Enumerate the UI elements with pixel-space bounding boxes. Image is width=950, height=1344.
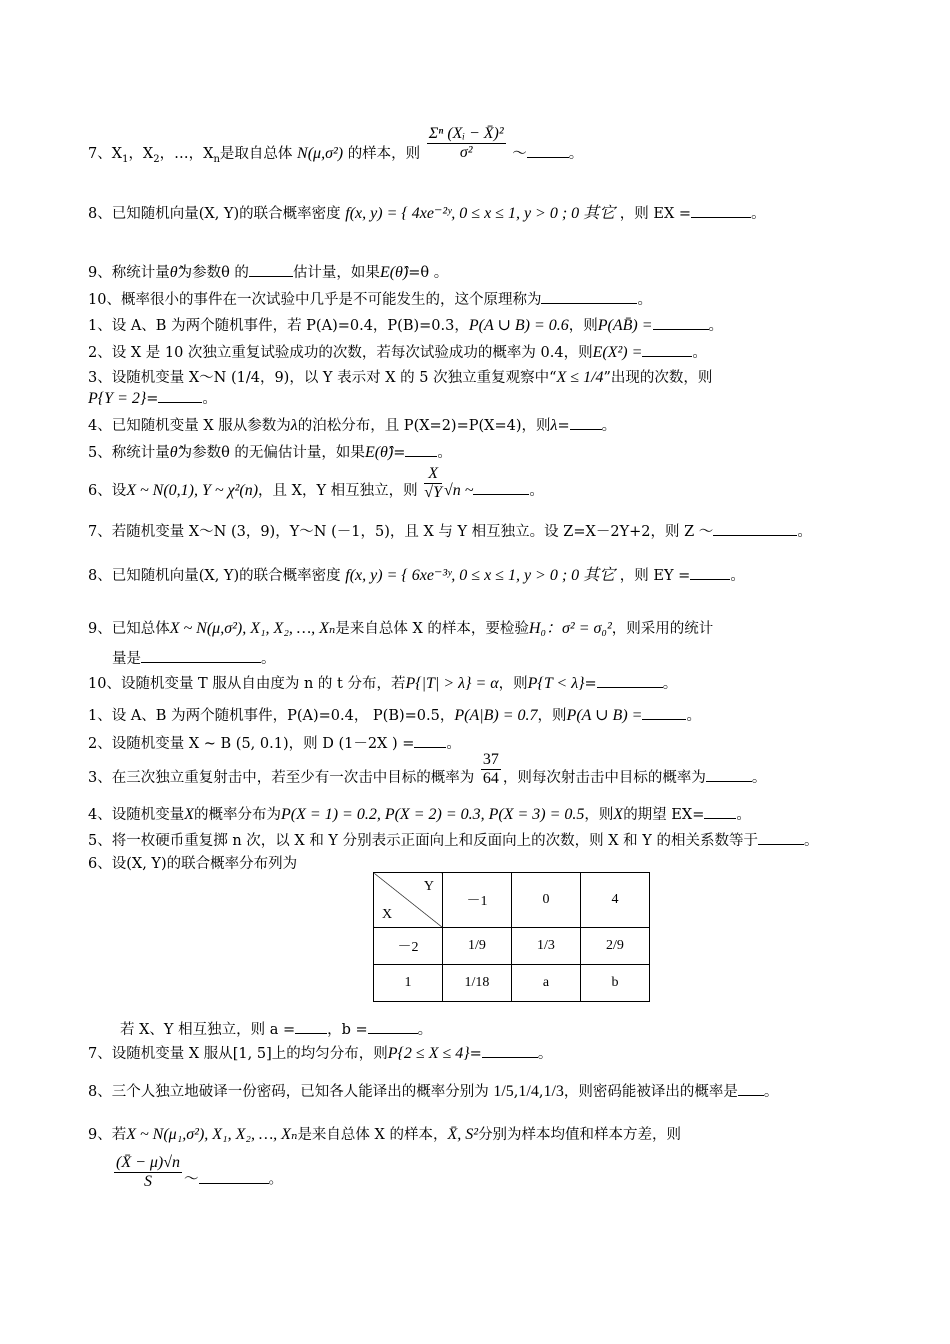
answer-blank[interactable] (199, 1169, 269, 1184)
question-9c: 9、若X ~ N(μ₁,σ²), X₁, X₂, …, Xₙ是来自总体 X 的样本，X̄, S²分别为样本均值和样本方差，则 (88, 1126, 682, 1143)
answer-blank[interactable] (706, 767, 752, 782)
answer-blank[interactable] (597, 673, 663, 688)
answer-blank[interactable] (642, 342, 692, 357)
question-2c: 2、设随机变量 X ~ B (5, 0.1)，则 D (1－2X ) = 。 (88, 733, 868, 754)
math-q7-total: N(μ,σ²) (297, 145, 344, 162)
table-header: 4 (581, 873, 650, 928)
table-cell: a (512, 965, 581, 1002)
question-5b: 5、称统计量θ̂为参数θ 的无偏估计量，如果E(θ̂)= 。 (88, 444, 452, 461)
table-cell: b (581, 965, 650, 1002)
table-header: 0 (512, 873, 581, 928)
math-density-4x: f(x, y) = { 4xe⁻²ʸ, 0 ≤ x ≤ 1, y > 0 ; 0 其它 (345, 205, 616, 222)
question-8b: 8、已知随机向量(X, Y)的联合概率密度 f(x, y) = { 6xe⁻³ʸ, 0 ≤ x ≤ 1, y > 0 ; 0 其它 ，则 EY = 。 (88, 567, 745, 584)
question-6c: 6、设(X, Y)的联合概率分布列为 (88, 856, 298, 872)
question-7a: 7、$X_1$，$X_2$，…，$X_n$是取自总体 N(μ,σ²) 的样本，则 $\frac{\text{Σⁿ (Xᵢ − X̄)²}}{\text{σ²}}$ ～ 。 (88, 124, 584, 165)
math-density-6x: f(x, y) = { 6xe⁻³ʸ, 0 ≤ x ≤ 1, y > 0 ; 0 其它 (345, 567, 616, 584)
question-6b: 6、设X ~ N(0,1), Y ~ χ²(n)，且 X，Y 相互独立，则 $\frac{X}{√Y}$ √n ~ 。 (88, 464, 544, 501)
question-10a: 10、概率很小的事件在一次试验中几乎是不可能发生的，这个原理称为 。 (88, 289, 868, 310)
question-6c-cont: 若 X、Y 相互独立，则 a = ，b = 。 (120, 1019, 900, 1040)
question-7c: 7、设随机变量 X 服从[1, 5]上的均匀分布，则P{2 ≤ X ≤ 4}= 。 (88, 1045, 553, 1062)
answer-blank[interactable] (642, 705, 686, 720)
row-label: －2 (374, 928, 443, 965)
question-3c: 3、在三次独立重复射击中，若至少有一次击中目标的概率为 $\frac{37}{64}$ ，则每次射击击中目标的概率为 。 (88, 750, 767, 787)
fraction-q7: $\frac{\text{Σⁿ (Xᵢ − X̄)²}}{\text{σ²}}$ (428, 124, 504, 161)
answer-blank[interactable] (690, 565, 730, 580)
joint-distribution-table (373, 872, 650, 1002)
answer-blank[interactable] (738, 1081, 764, 1096)
fraction-37-64: $\frac{37}{64}$ (482, 750, 499, 787)
answer-blank[interactable] (473, 480, 529, 495)
question-1c: 1、设 A、B 为两个随机事件，P(A)=0.4， P(B)=0.5，P(A|B) = 0.7，则P(A ∪ B) = 。 (88, 707, 701, 724)
question-5c: 5、将一枚硬币重复掷 n 次，以 X 和 Y 分别表示正面向上和反面向上的次数，则 X 和 Y 的相关系数等于 。 (88, 830, 868, 851)
answer-blank[interactable] (482, 1043, 538, 1058)
answer-blank[interactable] (249, 262, 293, 277)
answer-blank[interactable] (541, 289, 637, 304)
answer-blank[interactable] (414, 733, 446, 748)
question-9c-cont: $\frac{(X̄ - \mu)√n}{S}$ ～ 。 (116, 1154, 284, 1190)
answer-blank[interactable] (158, 388, 202, 403)
answer-blank-b[interactable] (368, 1019, 418, 1034)
answer-blank[interactable] (527, 143, 569, 158)
table-cell: 1/9 (443, 928, 512, 965)
answer-blank-a[interactable] (295, 1019, 327, 1034)
question-4c: 4、设随机变量X的概率分布为P(X = 1) = 0.2, P(X = 2) = 0.3, P(X = 3) = 0.5，则X的期望 EX= 。 (88, 806, 751, 823)
question-2b: 2、设 X 是 10 次独立重复试验成功的次数，若每次试验成功的概率为 0.4，则E(X²) = 。 (88, 344, 707, 361)
fraction-b6: $\frac{X}{√Y}$ (424, 464, 442, 501)
table-cell: 1/3 (512, 928, 581, 965)
answer-blank[interactable] (141, 648, 261, 663)
row-label: 1 (374, 965, 443, 1002)
answer-blank[interactable] (653, 315, 709, 330)
question-3b-cont: P{Y = 2}= 。 (88, 390, 217, 407)
answer-blank[interactable] (570, 415, 602, 430)
question-9b: 9、已知总体X ~ N(μ,σ²), X₁, X₂, …, Xₙ是来自总体 X 的样本，要检验H₀：σ² = σ₀²，则采用的统计 (88, 620, 714, 637)
question-8a: 8、已知随机向量(X, Y)的联合概率密度 f(x, y) = { 4xe⁻²ʸ, 0 ≤ x ≤ 1, y > 0 ; 0 其它 ，则 EX = 。 (88, 205, 766, 222)
table-row (374, 965, 650, 1002)
table-header: －1 (443, 873, 512, 928)
answer-blank[interactable] (758, 830, 804, 845)
table-cell: 1/18 (443, 965, 512, 1002)
fraction-c9: $\frac{(X̄ - \mu)√n}{S}$ (116, 1154, 181, 1190)
question-9b-cont: 量是 。 (112, 648, 892, 669)
question-3b: 3、设随机变量 X～N (1/4，9)，以 Y 表示对 X 的 5 次独立重复观察中“X ≤ 1/4”出现的次数，则 (88, 369, 713, 386)
answer-blank[interactable] (704, 804, 736, 819)
table-cell: 2/9 (581, 928, 650, 965)
question-7b: 7、若随机变量 X～N (3，9)，Y～N (－1，5)，且 X 与 Y 相互独立。设 Z=X－2Y+2，则 Z ～ 。 (88, 521, 868, 542)
question-1b: 1、设 A、B 为两个随机事件，若 P(A)=0.4，P(B)=0.3，P(A ∪ B) = 0.6，则P(AB̄) = 。 (88, 317, 724, 334)
question-8c: 8、三个人独立地破译一份密码，已知各人能译出的概率分别为 1/5,1/4,1/3，则密码能被译出的概率是 。 (88, 1083, 779, 1100)
question-4b: 4、已知随机变量 X 服从参数为λ的泊松分布，且 P(X=2)=P(X=4)，则λ= 。 (88, 417, 617, 434)
question-9a: 9、称统计量θ̂为参数θ 的 估计量，如果E(θ̂)=θ 。 (88, 264, 449, 281)
answer-blank[interactable] (691, 203, 751, 218)
table-row (374, 928, 650, 965)
question-10b: 10、设随机变量 T 服从自由度为 n 的 t 分布，若P{|T| > λ} = α，则P{T < λ}= 。 (88, 675, 678, 692)
table-corner: Y X (374, 873, 443, 928)
answer-blank[interactable] (405, 442, 437, 457)
answer-blank[interactable] (713, 521, 797, 536)
